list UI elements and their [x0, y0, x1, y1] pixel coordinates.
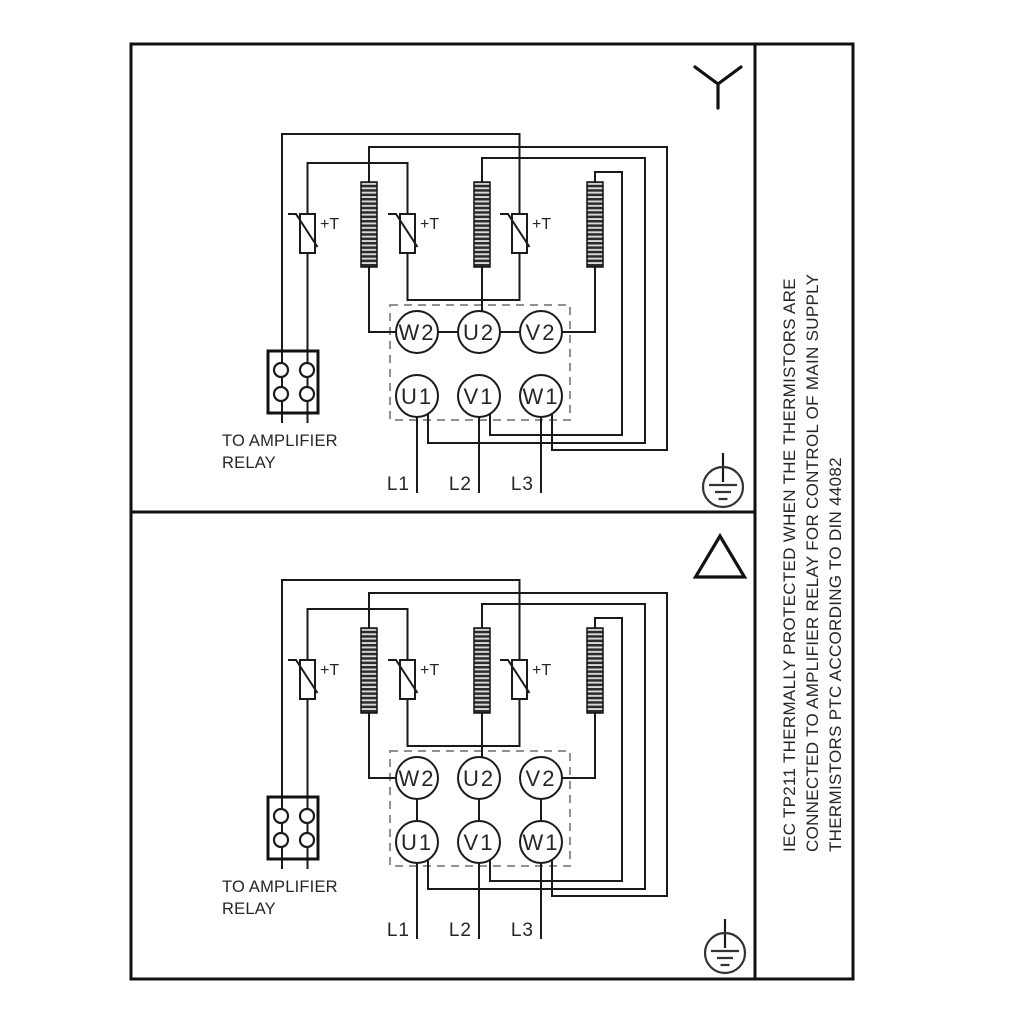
motor-coil-v	[587, 628, 603, 713]
supply-label-l3: L3	[510, 920, 534, 941]
thermistor-1	[288, 660, 318, 699]
terminal-v1-label: V1	[463, 830, 495, 855]
thermistor-2-label: +T	[420, 216, 440, 233]
motor-coil-v	[587, 182, 603, 267]
supply-label-l3: L3	[510, 474, 534, 495]
thermistor-3	[500, 214, 530, 253]
motor-coil-u	[474, 182, 490, 267]
terminal-v1-label: V1	[463, 384, 495, 409]
thermistor-2-label: +T	[420, 662, 440, 679]
delta-symbol	[696, 536, 745, 577]
motor-coil-u	[474, 628, 490, 713]
earth-ground-symbol-bottom	[705, 919, 745, 973]
terminal-u2-label: U2	[462, 766, 496, 791]
supply-label-l1: L1	[386, 474, 410, 495]
relay-terminal-box	[268, 351, 318, 413]
thermistor-3-label: +T	[532, 216, 552, 233]
delta-bridge-links	[417, 799, 541, 821]
side-note	[780, 274, 845, 852]
terminal-u1-label: U1	[400, 830, 434, 855]
terminal-w2-label: W2	[398, 320, 436, 345]
earth-ground-symbol-top	[703, 453, 743, 507]
coil-v-bottom-wire	[561, 713, 595, 778]
terminal-u1-label: U1	[400, 384, 434, 409]
thermistor-1	[288, 214, 318, 253]
side-note-line2: CONNECTED TO AMPLIFIER RELAY FOR CONTROL OF MAIN SUPPLY	[803, 273, 822, 852]
terminal-w2-label: W2	[398, 766, 436, 791]
terminal-v2-label: V2	[525, 766, 557, 791]
thermistor-3	[500, 660, 530, 699]
supply-label-l2: L2	[448, 920, 472, 941]
coil-v-bottom-wire	[561, 267, 595, 332]
thermistor-1-label: +T	[320, 216, 340, 233]
side-note-line1: IEC TP211 THERMALLY PROTECTED WHEN THE THERMISTORS ARE	[780, 278, 799, 852]
terminal-v2-label: V2	[525, 320, 557, 345]
relay-note-line2: RELAY	[222, 454, 276, 472]
terminal-w1-label: W1	[522, 384, 560, 409]
coil-w-bottom-wire	[369, 267, 397, 332]
supply-label-l1: L1	[386, 920, 410, 941]
panel-delta	[222, 580, 667, 941]
motor-coil-w	[361, 182, 377, 267]
relay-note-line1: TO AMPLIFIER	[222, 432, 338, 450]
side-note-line3: THERMISTORS PTC ACCORDING TO DIN 44082	[826, 457, 845, 852]
thermistor-2	[388, 214, 418, 253]
thermistor-1-label: +T	[320, 662, 340, 679]
star-symbol	[695, 67, 741, 108]
terminal-w1-label: W1	[522, 830, 560, 855]
relay-note-line2: RELAY	[222, 900, 276, 918]
relay-terminal-box	[268, 797, 318, 859]
motor-coil-w	[361, 628, 377, 713]
terminal-u2-label: U2	[462, 320, 496, 345]
panel-star	[222, 134, 667, 495]
thermistor-3-label: +T	[532, 662, 552, 679]
coil-w-bottom-wire	[369, 713, 397, 778]
relay-note-line1: TO AMPLIFIER	[222, 878, 338, 896]
supply-label-l2: L2	[448, 474, 472, 495]
thermistor-2	[388, 660, 418, 699]
